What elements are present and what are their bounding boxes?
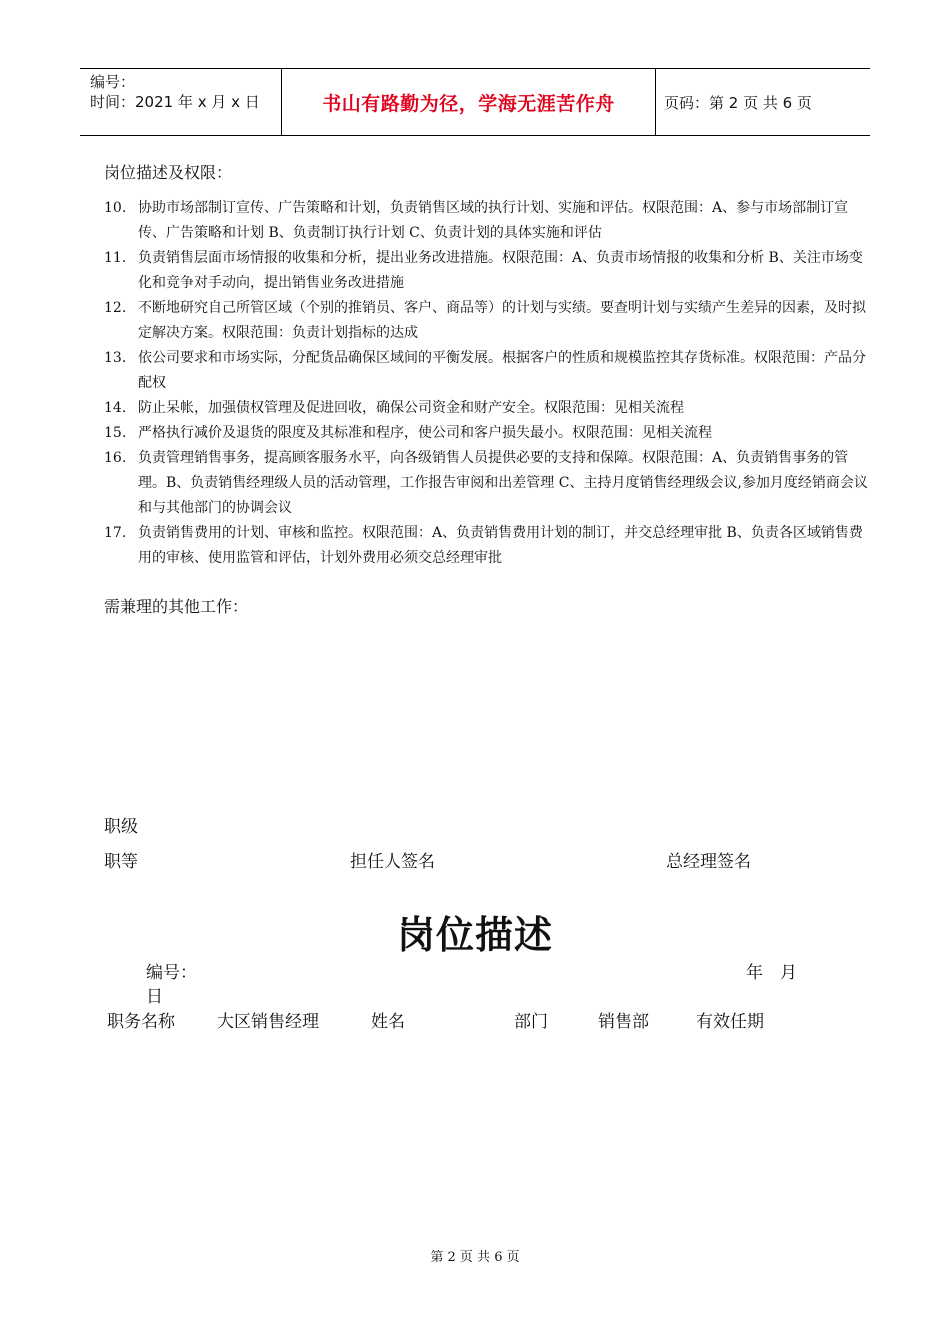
- duty-item: [104, 296, 874, 346]
- duty-number: 10.: [104, 200, 127, 216]
- duty-item: [104, 346, 874, 396]
- duty-text: 协助市场部制订宣传、广告策略和计划，负责销售区域的执行计划、实施和评估。权限范围：A、参与市场部制订宣传、广告策略和计划 B、负责制订执行计划 C、负责计划的具体实施和评估: [138, 200, 849, 241]
- position-label: 职务名称: [107, 1012, 175, 1032]
- duty-number: 16.: [104, 450, 127, 466]
- job-desc-title: 岗位描述: [396, 913, 553, 957]
- duty-item: [104, 196, 874, 246]
- job-desc-date-d: 日: [146, 987, 163, 1007]
- name-label: 姓名: [371, 1012, 405, 1032]
- grade-label: 职级: [104, 817, 138, 837]
- header-motto: 书山有路勤为径，学海无涯苦作舟: [322, 92, 615, 115]
- duty-item: [104, 521, 874, 571]
- job-desc-number-label: 编号：: [146, 963, 197, 983]
- term-label: 有效任期: [696, 1012, 764, 1032]
- duty-text: 负责销售费用的计划、审核和监控。权限范围：A、负责销售费用计划的制订，并交总经理审批 B、负责各区域销售费用的审核、使用监管和评估，计划外费用必须交总经理审批: [138, 525, 863, 566]
- page-footer: 第 2 页 共 6 页: [430, 1250, 520, 1265]
- header-page-info: 页码：第 2 页 共 6 页: [664, 93, 812, 112]
- holder-sign-label: 担任人签名: [350, 852, 435, 872]
- gm-sign-label: 总经理签名: [666, 852, 751, 872]
- duty-text: 防止呆帐，加强债权管理及促进回收，确保公司资金和财产安全。权限范围：见相关流程: [138, 400, 684, 416]
- duties-list: [104, 196, 874, 571]
- duty-text: 依公司要求和市场实际，分配货品确保区域间的平衡发展。根据客户的性质和规模监控其存货标准。权限范围：产品分配权: [138, 350, 866, 391]
- duty-number: 14.: [104, 400, 127, 416]
- duty-number: 13.: [104, 350, 127, 366]
- other-work-title: 需兼理的其他工作：: [104, 597, 249, 616]
- position-value: 大区销售经理: [217, 1012, 319, 1032]
- header-table: [80, 68, 870, 136]
- duty-number: 11.: [104, 250, 127, 266]
- duty-number: 15.: [104, 425, 127, 441]
- duty-number: 12.: [104, 300, 127, 316]
- duty-text: 严格执行减价及退货的限度及其标准和程序，使公司和客户损失最小。权限范围：见相关流程: [138, 425, 712, 441]
- duty-item: [104, 246, 874, 296]
- duty-item: [104, 421, 874, 446]
- duty-text: 负责销售层面市场情报的收集和分析，提出业务改进措施。权限范围：A、负责市场情报的收集和分析 B、关注市场变化和竞争对手动向，提出销售业务改进措施: [138, 250, 863, 291]
- duties-title: 岗位描述及权限：: [104, 163, 233, 182]
- rank-label: 职等: [104, 852, 138, 872]
- header-meta: [80, 69, 282, 135]
- duty-number: 17.: [104, 525, 127, 541]
- dept-label: 部门: [514, 1012, 548, 1032]
- duty-item: [104, 396, 874, 421]
- header-motto-cell: [282, 69, 656, 135]
- dept-value: 销售部: [598, 1012, 649, 1032]
- header-number: 编号：: [90, 73, 136, 91]
- header-time: 时间：2021 年 x 月 x 日: [90, 93, 260, 111]
- duty-text: 负责管理销售事务，提高顾客服务水平，向各级销售人员提供必要的支持和保障。权限范围：A、负责销售事务的管理。B、负责销售经理级人员的活动管理，工作报告审阅和出差管理 C、主持月度销售经理级会议,参加月度经销商会议和与其他部门的协调会议: [138, 450, 868, 516]
- duty-text: 不断地研究自己所管区域（个别的推销员、客户、商品等）的计划与实绩。要查明计划与实绩产生差异的因素，及时拟定解决方案。权限范围：负责计划指标的达成: [138, 300, 866, 341]
- duty-item: [104, 446, 874, 521]
- job-desc-date-ym: 年 月: [746, 963, 797, 983]
